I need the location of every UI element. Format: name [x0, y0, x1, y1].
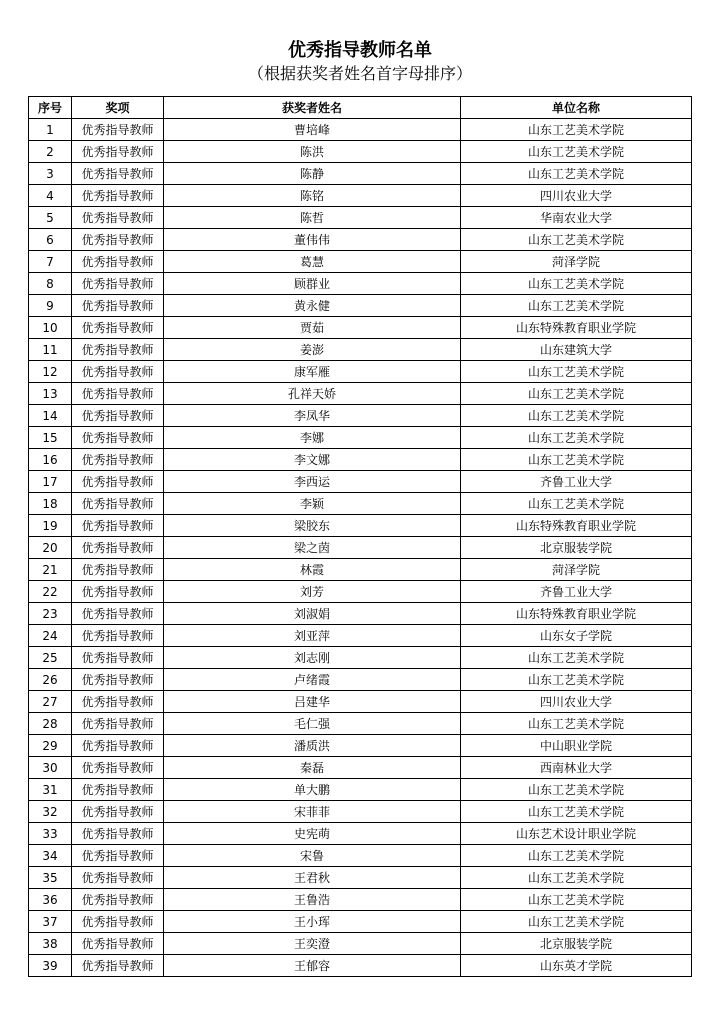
award-cell: 优秀指导教师 — [72, 581, 164, 603]
institution-cell: 四川农业大学 — [461, 691, 692, 713]
institution-cell: 西南林业大学 — [461, 757, 692, 779]
table-header-row — [29, 97, 692, 119]
award-cell: 优秀指导教师 — [72, 757, 164, 779]
winner-name-cell: 梁胶东 — [164, 515, 461, 537]
award-cell: 优秀指导教师 — [72, 163, 164, 185]
serial-cell: 36 — [29, 889, 72, 911]
institution-cell: 山东工艺美术学院 — [461, 779, 692, 801]
table-row — [29, 735, 692, 757]
award-cell: 优秀指导教师 — [72, 383, 164, 405]
award-cell: 优秀指导教师 — [72, 185, 164, 207]
award-cell: 优秀指导教师 — [72, 141, 164, 163]
serial-cell: 39 — [29, 955, 72, 977]
winner-name-cell: 王小珲 — [164, 911, 461, 933]
table-row — [29, 427, 692, 449]
header-winner-name: 获奖者姓名 — [164, 97, 461, 119]
table-row — [29, 581, 692, 603]
table-row — [29, 141, 692, 163]
serial-cell: 10 — [29, 317, 72, 339]
award-cell: 优秀指导教师 — [72, 713, 164, 735]
header-award: 奖项 — [72, 97, 164, 119]
award-cell: 优秀指导教师 — [72, 625, 164, 647]
serial-cell: 9 — [29, 295, 72, 317]
award-cell: 优秀指导教师 — [72, 823, 164, 845]
award-cell: 优秀指导教师 — [72, 801, 164, 823]
award-cell: 优秀指导教师 — [72, 537, 164, 559]
award-cell: 优秀指导教师 — [72, 493, 164, 515]
institution-cell: 山东工艺美术学院 — [461, 141, 692, 163]
table-row — [29, 911, 692, 933]
award-cell: 优秀指导教师 — [72, 361, 164, 383]
table-row — [29, 845, 692, 867]
winner-name-cell: 潘质洪 — [164, 735, 461, 757]
serial-cell: 29 — [29, 735, 72, 757]
table-row — [29, 361, 692, 383]
serial-cell: 11 — [29, 339, 72, 361]
serial-cell: 31 — [29, 779, 72, 801]
winner-name-cell: 宋鲁 — [164, 845, 461, 867]
award-cell: 优秀指导教师 — [72, 669, 164, 691]
institution-cell: 四川农业大学 — [461, 185, 692, 207]
institution-cell: 华南农业大学 — [461, 207, 692, 229]
serial-cell: 3 — [29, 163, 72, 185]
institution-cell: 山东工艺美术学院 — [461, 801, 692, 823]
institution-cell: 山东特殊教育职业学院 — [461, 317, 692, 339]
serial-cell: 17 — [29, 471, 72, 493]
institution-cell: 山东工艺美术学院 — [461, 867, 692, 889]
winner-name-cell: 刘芳 — [164, 581, 461, 603]
serial-cell: 18 — [29, 493, 72, 515]
winner-name-cell: 毛仁强 — [164, 713, 461, 735]
winner-name-cell: 李颖 — [164, 493, 461, 515]
table-row — [29, 339, 692, 361]
winner-name-cell: 宋菲菲 — [164, 801, 461, 823]
serial-cell: 15 — [29, 427, 72, 449]
winner-name-cell: 刘淑娟 — [164, 603, 461, 625]
serial-cell: 26 — [29, 669, 72, 691]
table-row — [29, 163, 692, 185]
award-cell: 优秀指导教师 — [72, 295, 164, 317]
serial-cell: 28 — [29, 713, 72, 735]
serial-cell: 21 — [29, 559, 72, 581]
serial-cell: 20 — [29, 537, 72, 559]
institution-cell: 山东工艺美术学院 — [461, 427, 692, 449]
serial-cell: 6 — [29, 229, 72, 251]
table-row — [29, 537, 692, 559]
winner-name-cell: 陈洪 — [164, 141, 461, 163]
award-cell: 优秀指导教师 — [72, 559, 164, 581]
table-row — [29, 801, 692, 823]
institution-cell: 山东工艺美术学院 — [461, 669, 692, 691]
award-cell: 优秀指导教师 — [72, 889, 164, 911]
table-row — [29, 119, 692, 141]
institution-cell: 中山职业学院 — [461, 735, 692, 757]
serial-cell: 33 — [29, 823, 72, 845]
table-row — [29, 647, 692, 669]
award-cell: 优秀指导教师 — [72, 273, 164, 295]
institution-cell: 山东工艺美术学院 — [461, 713, 692, 735]
table-row — [29, 405, 692, 427]
award-cell: 优秀指导教师 — [72, 867, 164, 889]
winner-name-cell: 董伟伟 — [164, 229, 461, 251]
serial-cell: 38 — [29, 933, 72, 955]
winner-name-cell: 李西运 — [164, 471, 461, 493]
award-cell: 优秀指导教师 — [72, 207, 164, 229]
winner-name-cell: 姜澎 — [164, 339, 461, 361]
winner-name-cell: 陈铭 — [164, 185, 461, 207]
serial-cell: 5 — [29, 207, 72, 229]
award-cell: 优秀指导教师 — [72, 339, 164, 361]
institution-cell: 山东英才学院 — [461, 955, 692, 977]
serial-cell: 2 — [29, 141, 72, 163]
award-cell: 优秀指导教师 — [72, 317, 164, 339]
institution-cell: 山东女子学院 — [461, 625, 692, 647]
table-row — [29, 229, 692, 251]
award-cell: 优秀指导教师 — [72, 691, 164, 713]
serial-cell: 24 — [29, 625, 72, 647]
institution-cell: 山东特殊教育职业学院 — [461, 515, 692, 537]
winner-name-cell: 王奕澄 — [164, 933, 461, 955]
institution-cell: 山东工艺美术学院 — [461, 163, 692, 185]
table-row — [29, 603, 692, 625]
serial-cell: 19 — [29, 515, 72, 537]
institution-cell: 山东工艺美术学院 — [461, 229, 692, 251]
institution-cell: 山东建筑大学 — [461, 339, 692, 361]
table-row — [29, 669, 692, 691]
winner-name-cell: 顾群业 — [164, 273, 461, 295]
institution-cell: 山东工艺美术学院 — [461, 449, 692, 471]
winner-name-cell: 王鲁浩 — [164, 889, 461, 911]
institution-cell: 菏泽学院 — [461, 559, 692, 581]
award-cell: 优秀指导教师 — [72, 735, 164, 757]
award-cell: 优秀指导教师 — [72, 471, 164, 493]
institution-cell: 山东工艺美术学院 — [461, 647, 692, 669]
award-cell: 优秀指导教师 — [72, 955, 164, 977]
serial-cell: 22 — [29, 581, 72, 603]
serial-cell: 35 — [29, 867, 72, 889]
table-row — [29, 933, 692, 955]
serial-cell: 13 — [29, 383, 72, 405]
serial-cell: 7 — [29, 251, 72, 273]
table-row — [29, 889, 692, 911]
winner-name-cell: 刘亚萍 — [164, 625, 461, 647]
table-row — [29, 273, 692, 295]
award-cell: 优秀指导教师 — [72, 845, 164, 867]
serial-cell: 12 — [29, 361, 72, 383]
award-cell: 优秀指导教师 — [72, 427, 164, 449]
serial-cell: 1 — [29, 119, 72, 141]
serial-cell: 8 — [29, 273, 72, 295]
award-cell: 优秀指导教师 — [72, 119, 164, 141]
serial-cell: 34 — [29, 845, 72, 867]
award-cell: 优秀指导教师 — [72, 229, 164, 251]
institution-cell: 齐鲁工业大学 — [461, 581, 692, 603]
award-cell: 优秀指导教师 — [72, 647, 164, 669]
table-row — [29, 757, 692, 779]
winner-name-cell: 李凤华 — [164, 405, 461, 427]
winner-name-cell: 单大鹏 — [164, 779, 461, 801]
institution-cell: 山东特殊教育职业学院 — [461, 603, 692, 625]
award-cell: 优秀指导教师 — [72, 911, 164, 933]
serial-cell: 27 — [29, 691, 72, 713]
table-row — [29, 317, 692, 339]
table-row — [29, 295, 692, 317]
winner-name-cell: 孔祥天娇 — [164, 383, 461, 405]
institution-cell: 山东工艺美术学院 — [461, 361, 692, 383]
serial-cell: 14 — [29, 405, 72, 427]
winner-name-cell: 王君秋 — [164, 867, 461, 889]
table-row — [29, 449, 692, 471]
winner-name-cell: 陈静 — [164, 163, 461, 185]
serial-cell: 4 — [29, 185, 72, 207]
winner-name-cell: 葛慧 — [164, 251, 461, 273]
serial-cell: 32 — [29, 801, 72, 823]
table-row — [29, 867, 692, 889]
table-row — [29, 713, 692, 735]
institution-cell: 山东工艺美术学院 — [461, 889, 692, 911]
winner-name-cell: 黄永健 — [164, 295, 461, 317]
institution-cell: 山东工艺美术学院 — [461, 845, 692, 867]
institution-cell: 山东工艺美术学院 — [461, 405, 692, 427]
serial-cell: 16 — [29, 449, 72, 471]
institution-cell: 山东工艺美术学院 — [461, 493, 692, 515]
winner-name-cell: 李文娜 — [164, 449, 461, 471]
winner-name-cell: 秦磊 — [164, 757, 461, 779]
award-cell: 优秀指导教师 — [72, 603, 164, 625]
table-row — [29, 625, 692, 647]
table-row — [29, 493, 692, 515]
winner-name-cell: 贾茹 — [164, 317, 461, 339]
header-serial: 序号 — [29, 97, 72, 119]
table-row — [29, 779, 692, 801]
winner-name-cell: 梁之茵 — [164, 537, 461, 559]
table-row — [29, 383, 692, 405]
winner-name-cell: 史宪萌 — [164, 823, 461, 845]
serial-cell: 23 — [29, 603, 72, 625]
award-cell: 优秀指导教师 — [72, 405, 164, 427]
institution-cell: 北京服装学院 — [461, 537, 692, 559]
table-row — [29, 207, 692, 229]
table-row — [29, 823, 692, 845]
winner-name-cell: 陈哲 — [164, 207, 461, 229]
award-cell: 优秀指导教师 — [72, 515, 164, 537]
award-cell: 优秀指导教师 — [72, 933, 164, 955]
table-row — [29, 185, 692, 207]
institution-cell: 山东工艺美术学院 — [461, 911, 692, 933]
institution-cell: 山东艺术设计职业学院 — [461, 823, 692, 845]
award-cell: 优秀指导教师 — [72, 449, 164, 471]
table-row — [29, 559, 692, 581]
award-cell: 优秀指导教师 — [72, 251, 164, 273]
institution-cell: 山东工艺美术学院 — [461, 295, 692, 317]
table-row — [29, 691, 692, 713]
winner-name-cell: 曹培峰 — [164, 119, 461, 141]
award-table — [28, 96, 692, 977]
winner-name-cell: 刘志刚 — [164, 647, 461, 669]
page-subtitle: （根据获奖者姓名首字母排序） — [247, 64, 472, 83]
winner-name-cell: 吕建华 — [164, 691, 461, 713]
institution-cell: 山东工艺美术学院 — [461, 273, 692, 295]
serial-cell: 37 — [29, 911, 72, 933]
winner-name-cell: 卢绪霞 — [164, 669, 461, 691]
winner-name-cell: 林霞 — [164, 559, 461, 581]
header-institution: 单位名称 — [461, 97, 692, 119]
institution-cell: 山东工艺美术学院 — [461, 119, 692, 141]
table-row — [29, 955, 692, 977]
table-row — [29, 471, 692, 493]
serial-cell: 30 — [29, 757, 72, 779]
page-title: 优秀指导教师名单 — [288, 40, 432, 61]
institution-cell: 山东工艺美术学院 — [461, 383, 692, 405]
winner-name-cell: 康军雁 — [164, 361, 461, 383]
institution-cell: 菏泽学院 — [461, 251, 692, 273]
institution-cell: 北京服装学院 — [461, 933, 692, 955]
table-body — [29, 119, 692, 977]
winner-name-cell: 李娜 — [164, 427, 461, 449]
winner-name-cell: 王郁容 — [164, 955, 461, 977]
serial-cell: 25 — [29, 647, 72, 669]
institution-cell: 齐鲁工业大学 — [461, 471, 692, 493]
table-row — [29, 251, 692, 273]
table-row — [29, 515, 692, 537]
award-cell: 优秀指导教师 — [72, 779, 164, 801]
